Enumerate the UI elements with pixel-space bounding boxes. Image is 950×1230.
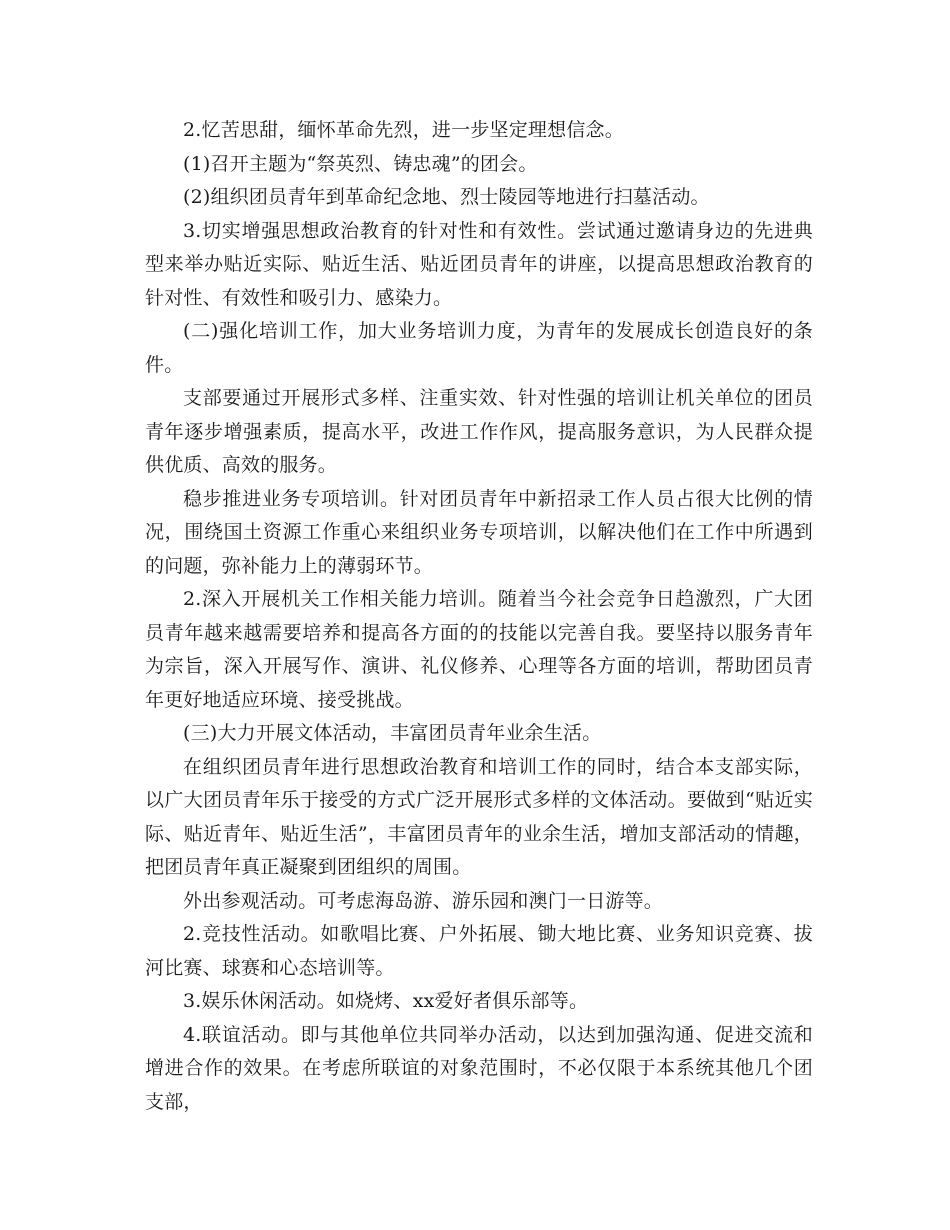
paragraph-11: 外出参观活动。可考虑海岛游、游乐园和澳门一日游等。 [183, 889, 664, 912]
paragraph-1: 2.忆苦思甜，缅怀革命先烈，进一步坚定理想信念。 [183, 119, 624, 141]
paragraph-12: 2.竞技性活动。如歌唱比赛、户外拓展、锄大地比赛、业务知识竞赛、拔河比赛、球赛和心态培训等。 [145, 923, 813, 979]
document-body [145, 114, 813, 1119]
paragraph-7: 稳步推进业务专项培训。针对团员青年中新招录工作人员占很大比例的情况，围绕国土资源工作重心来组织业务专项培训，以解决他们在工作中所遇到的问题，弥补能力上的薄弱环节。 [145, 487, 813, 577]
paragraph-2: (1)召开主题为“祭英烈、铸忠魂”的团会。 [183, 152, 538, 175]
paragraph-6: 支部要通过开展形式多样、注重实效、针对性强的培训让机关单位的团员青年逐步增强素质，提高水平，改进工作作风，提高服务意识，为人民群众提供优质、高效的服务。 [145, 387, 813, 476]
paragraph-14: 4.联谊活动。即与其他单位共同举办活动，以达到加强沟通、促进交流和增进合作的效果。在考虑所联谊的对象范围时，不必仅限于本系统其他几个团支部， [145, 1023, 813, 1113]
paragraph-10: 在组织团员青年进行思想政治教育和培训工作的同时，结合本支部实际，以广大团员青年乐于接受的方式广泛开展形式多样的文体活动。要做到“贴近实际、贴近青年、贴近生活”，丰富团员青年的业余生活，增加支部活动的情趣，把团员青年真正凝聚到团组织的周围。 [145, 755, 813, 878]
paragraph-8: 2.深入开展机关工作相关能力培训。随着当今社会竞争日趋激烈，广大团员青年越来越需要培养和提高各方面的的技能以完善自我。要坚持以服务青年为宗旨，深入开展写作、演讲、礼仪修养、心理等各方面的培训，帮助团员青年更好地适应环境、接受挑战。 [145, 588, 813, 711]
paragraph-5: (二)强化培训工作，加大业务培训力度，为青年的发展成长创造良好的条件。 [145, 320, 813, 376]
paragraph-4: 3.切实增强思想政治教育的针对性和有效性。尝试通过邀请身边的先进典型来举办贴近实际、贴近生活、贴近团员青年的讲座，以提高思想政治教育的针对性、有效性和吸引力、感染力。 [145, 219, 813, 309]
paragraph-13: 3.娱乐休闲活动。如烧烤、xx爱好者俱乐部等。 [183, 990, 589, 1012]
paragraph-9: (三)大力开展文体活动，丰富团员青年业余生活。 [183, 722, 602, 744]
paragraph-3: (2)组织团员青年到革命纪念地、烈士陵园等地进行扫墓活动。 [183, 186, 710, 208]
